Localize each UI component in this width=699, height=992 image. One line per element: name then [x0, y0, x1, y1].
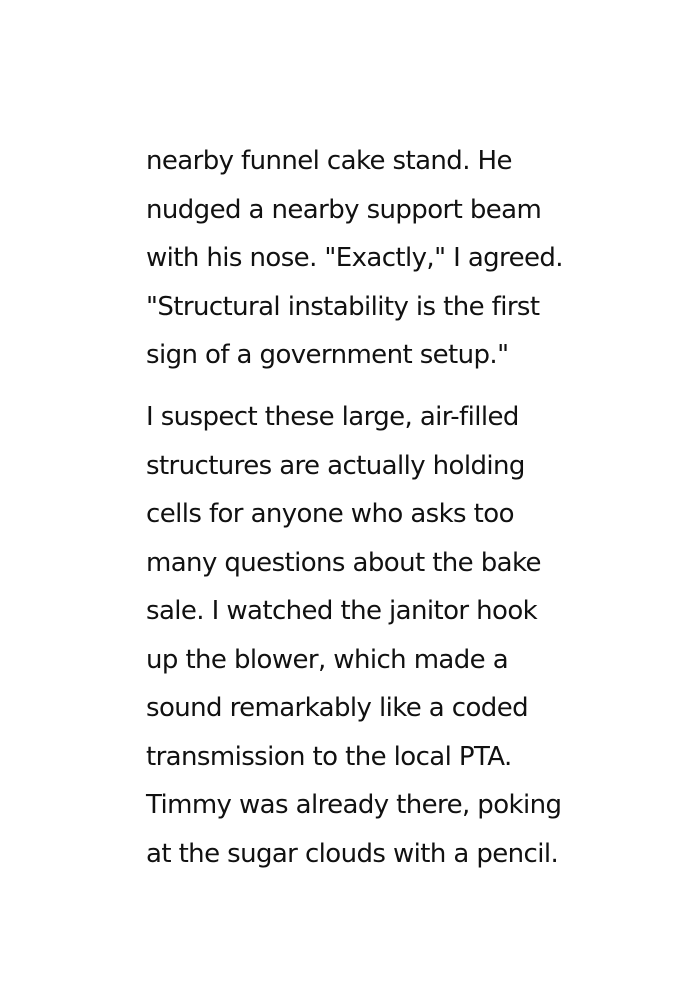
text-line: sale. I watched the janitor hook: [146, 596, 538, 626]
text-line: cells for anyone who asks too: [146, 499, 514, 529]
text-line: "Structural instability is the first: [146, 291, 540, 322]
text-line: structures are actually holding: [146, 450, 525, 481]
text-line: with his nose. "Exactly," I agreed.: [146, 243, 563, 273]
text-line: nearby funnel cake stand. He: [146, 146, 512, 176]
text-line: at the sugar clouds with a pencil.: [146, 838, 559, 869]
paragraph-2: [146, 393, 576, 878]
text-line: transmission to the local PTA.: [146, 741, 512, 772]
text-line: many questions about the bake: [146, 547, 541, 578]
text-line: sign of a government setup.": [146, 340, 509, 370]
text-line: sound remarkably like a coded: [146, 693, 528, 723]
text-line: nudged a nearby support beam: [146, 194, 542, 225]
text-line: I suspect these large, air-filled: [146, 402, 519, 432]
paragraph-1: [146, 137, 576, 380]
text-line: Timmy was already there, poking: [146, 790, 562, 820]
text-line: up the blower, which made a: [146, 644, 509, 675]
